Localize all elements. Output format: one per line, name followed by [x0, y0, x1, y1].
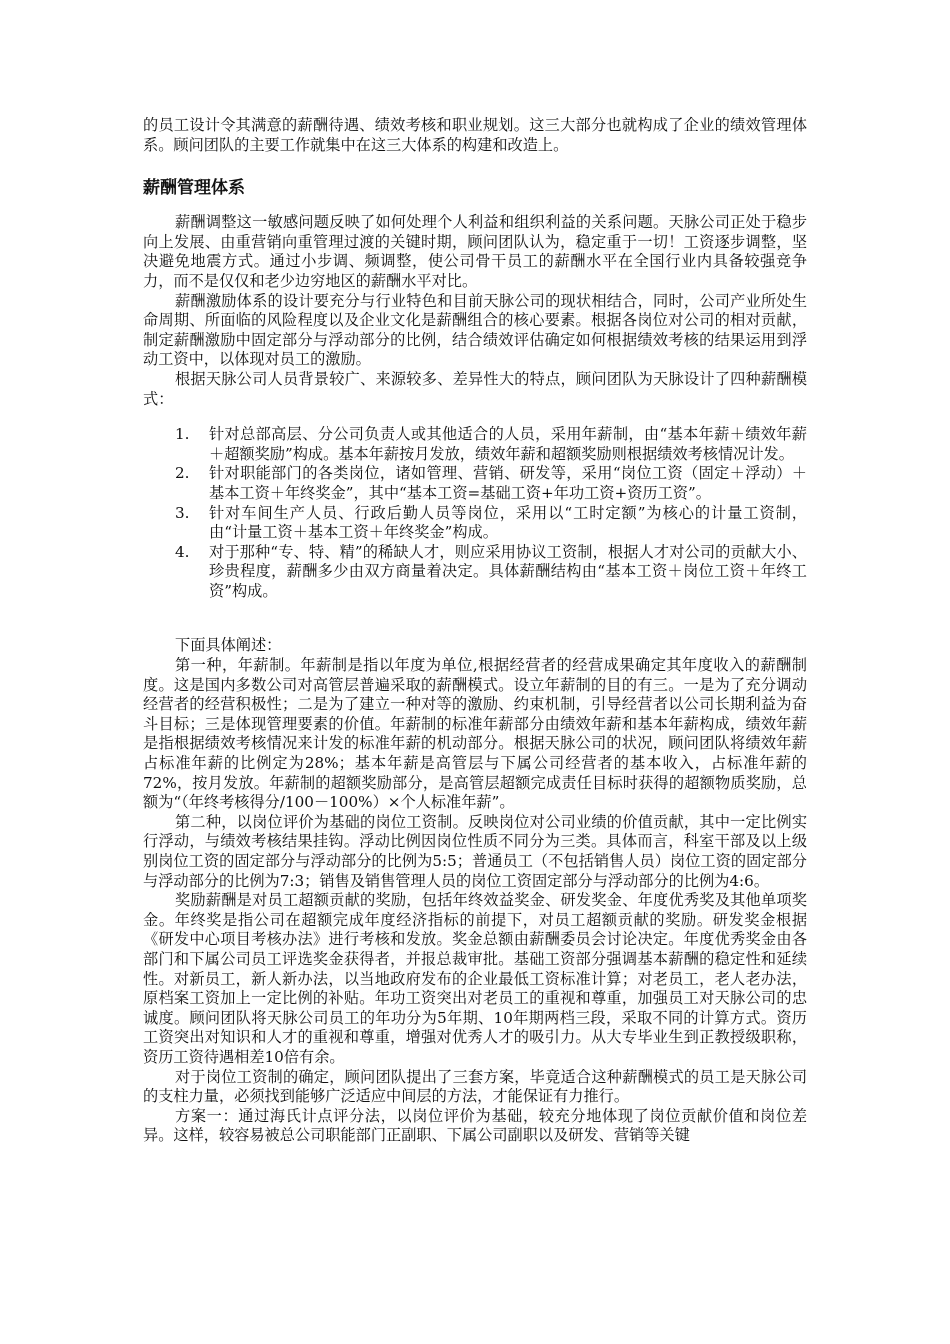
paragraph-1: 薪酬调整这一敏感问题反映了如何处理个人利益和组织利益的关系问题。天脉公司正处于稳步向上发展、由重营销向重管理过渡的关键时期，顾问团队认为，稳定重于一切！工资逐步调整，坚决避免地震方式。通过小步调、频调整，使公司骨干员工的薪酬水平在全国行业内具备较强竞争力，而不是仅仅和老少边穷地区的薪酬水平对比。	[143, 213, 807, 290]
list-number: 3.	[175, 503, 190, 522]
list-item	[143, 425, 807, 464]
salary-mode-list	[143, 425, 807, 601]
list-text: 针对职能部门的各类岗位，诸如管理、营销、研发等，采用“岗位工资（固定＋浮动）＋基本工资＋年终奖金”，其中“基本工资=基础工资+年功工资+资历工资”。	[209, 464, 807, 502]
intro-paragraph: 的员工设计令其满意的薪酬待遇、绩效考核和职业规划。这三大部分也就构成了企业的绩效管理体系。顾问团队的主要工作就集中在这三大体系的构建和改造上。	[143, 116, 807, 154]
paragraph-4: 下面具体阐述：	[175, 636, 282, 655]
list-text: 对于那种“专、特、精”的稀缺人才，则应采用协议工资制，根据人才对公司的贡献大小、珍贵程度，薪酬多少由双方商量着决定。具体薪酬结构由“基本工资＋岗位工资＋年终工资”构成。	[209, 542, 807, 600]
list-number: 1.	[175, 425, 190, 444]
list-text: 针对总部高层、分公司负责人或其他适合的人员，采用年薪制，由“基本年薪＋绩效年薪＋超额奖励”构成。基本年薪按月发放，绩效年薪和超额奖励则根据绩效考核情况计发。	[209, 425, 807, 463]
paragraph-5: 第一种，年薪制。年薪制是指以年度为单位,根据经营者的经营成果确定其年度收入的薪酬制度。这是国内多数公司对高管层普遍采取的薪酬模式。设立年薪制的目的有三。一是为了充分调动经营者的经营积极性；二是为了建立一种对等的激励、约束机制，引导经营者以公司长期利益为奋斗目标；三是体现管理要素的价值。年薪制的标准年薪部分由绩效年薪和基本年薪构成，绩效年薪是指根据绩效考核情况来计发的标准年薪的机动部分。根据天脉公司的状况，顾问团队将绩效年薪占标准年薪的比例定为28%；基本年薪是高管层与下属公司经营者的基本收入，占标准年薪的72%，按月发放。年薪制的超额奖励部分，是高管层超额完成责任目标时获得的超额物质奖励，总额为“（年终考核得分/100－100%）×个人标准年薪”。	[143, 656, 807, 812]
document-page	[143, 116, 807, 1146]
list-text: 针对车间生产人员、行政后勤人员等岗位，采用以“工时定额”为核心的计量工资制，由“计量工资＋基本工资＋年终奖金”构成。	[209, 503, 807, 542]
list-number: 2.	[175, 464, 190, 483]
section-heading: 薪酬管理体系	[143, 178, 245, 199]
spacer	[143, 617, 807, 636]
list-item	[143, 464, 807, 503]
paragraph-6: 第二种，以岗位评价为基础的岗位工资制。反映岗位对公司业绩的价值贡献，其中一定比例实行浮动，与绩效考核结果挂钩。浮动比例因岗位性质不同分为三类。具体而言，科室干部及以上级别岗位工资的固定部分与浮动部分的比例为5:5；普通员工（不包括销售人员）岗位工资的固定部分与浮动部分的比例为7:3；销售及销售管理人员的岗位工资固定部分与浮动部分的比例为4:6。	[143, 812, 807, 890]
list-item	[143, 504, 807, 543]
paragraph-8: 对于岗位工资制的确定，顾问团队提出了三套方案，毕竟适合这种薪酬模式的员工是天脉公司的支柱力量，必须找到能够广泛适应中间层的方法，才能保证有力推行。	[143, 1067, 807, 1106]
list-number: 4.	[175, 542, 190, 561]
paragraph-2: 薪酬激励体系的设计要充分与行业特色和目前天脉公司的现状相结合，同时，公司产业所处生命周期、所面临的风险程度以及企业文化是薪酬组合的核心要素。根据各岗位对公司的相对贡献，制定薪酬激励中固定部分与浮动部分的比例，结合绩效评估确定如何根据绩效考核的结果运用到浮动工资中，以体现对员工的激励。	[143, 291, 807, 369]
paragraph-3: 根据天脉公司人员背景较广、来源较多、差异性大的特点，顾问团队为天脉设计了四种薪酬模式：	[143, 369, 807, 408]
list-item	[143, 543, 807, 602]
paragraph-9: 方案一：通过海氏计点评分法，以岗位评价为基础，较充分地体现了岗位贡献价值和岗位差异。这样，较容易被总公司职能部门正副职、下属公司副职以及研发、营销等关键	[143, 1106, 807, 1145]
paragraph-7: 奖励薪酬是对员工超额贡献的奖励，包括年终效益奖金、研发奖金、年度优秀奖及其他单项奖金。年终奖是指公司在超额完成年度经济指标的前提下，对员工超额贡献的奖励。研发奖金根据《研发中心项目考核办法》进行考核和发放。奖金总额由薪酬委员会讨论决定。年度优秀奖金由各部门和下属公司员工评选奖金获得者，并报总裁审批。基础工资部分强调基本薪酬的稳定性和延续性。对新员工，新人新办法，以当地政府发布的企业最低工资标准计算；对老员工，老人老办法，原档案工资加上一定比例的补贴。年功工资突出对老员工的重视和尊重，加强员工对天脉公司的忠诚度。顾问团队将天脉公司员工的年功分为5年期、10年期两档三段，采取不同的计算方式。资历工资突出对知识和人才的重视和尊重，增强对优秀人才的吸引力。从大专毕业生到正教授级职称，资历工资待遇相差10倍有余。	[143, 891, 807, 1066]
